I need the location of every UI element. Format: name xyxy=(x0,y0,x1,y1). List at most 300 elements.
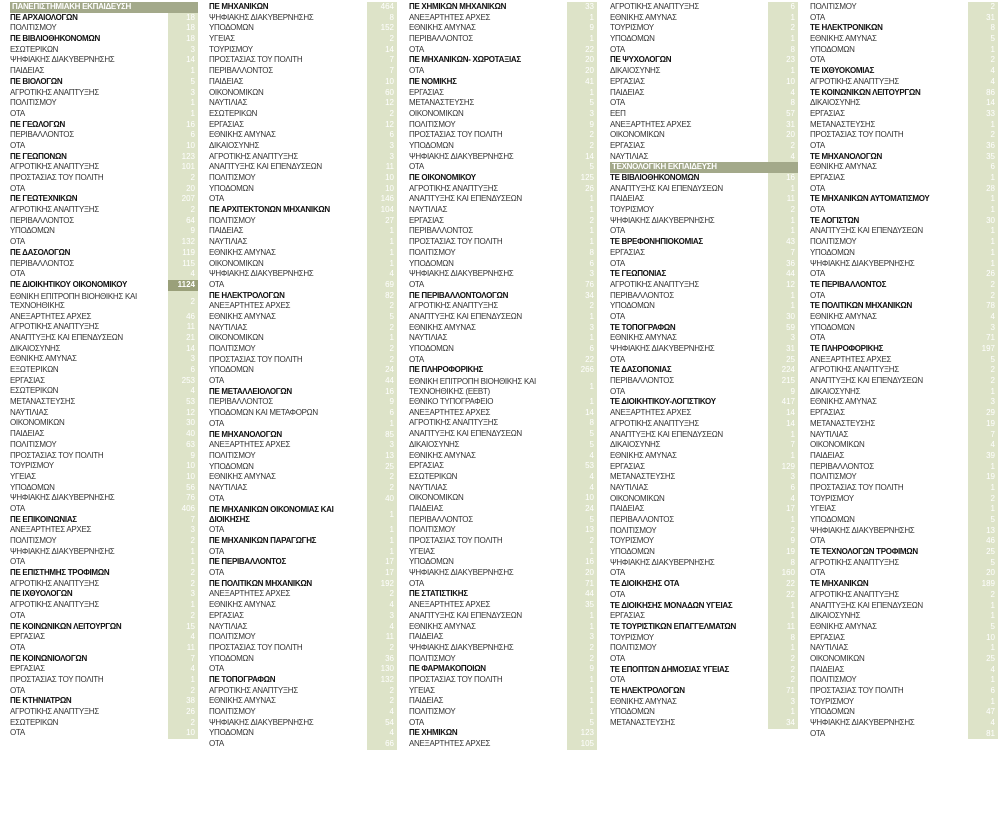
table-row xyxy=(10,333,198,344)
row-value: 3 xyxy=(567,109,597,120)
row-label: ΟΤΑ xyxy=(409,44,424,54)
row-value: 2 xyxy=(968,280,998,291)
table-row xyxy=(10,557,198,568)
table-row xyxy=(10,66,198,77)
category-row xyxy=(209,291,397,302)
row-value: 10 xyxy=(168,728,198,739)
row-value: 8 xyxy=(968,23,998,34)
table-row xyxy=(209,269,397,280)
table-row xyxy=(409,248,597,259)
row-value: 20 xyxy=(567,66,597,77)
row-label: ΠΡΟΣΤΑΣΙΑΣ ΤΟΥ ΠΟΛΙΤΗ xyxy=(209,55,303,65)
row-value: 9 xyxy=(367,397,397,408)
row-value: 2 xyxy=(168,205,198,216)
table-row xyxy=(409,686,597,697)
row-value: 8 xyxy=(768,98,798,109)
row-value: 1 xyxy=(768,13,798,24)
row-label: ΔΙΚΑΙΟΣΥΝΗΣ xyxy=(610,66,661,76)
table-row xyxy=(409,525,597,536)
row-value: 3 xyxy=(168,88,198,99)
row-value: 29 xyxy=(968,408,998,419)
table-row xyxy=(610,98,798,109)
table-row xyxy=(209,643,397,654)
table-row xyxy=(409,237,597,248)
row-value: 76 xyxy=(567,280,597,291)
row-label: ΑΓΡΟΤΙΚΗΣ ΑΝΑΠΤΥΞΗΣ xyxy=(10,600,99,610)
row-value: 192 xyxy=(367,579,397,590)
row-value: 215 xyxy=(768,376,798,387)
row-value: 1 xyxy=(567,611,597,622)
row-value: 43 xyxy=(768,237,798,248)
row-value: 4 xyxy=(968,77,998,88)
row-value: 1 xyxy=(968,697,998,708)
row-label: ΥΠΟΔΟΜΩΝ xyxy=(810,44,855,54)
table-row xyxy=(409,216,597,227)
row-label: ΑΝΕΞΑΡΤΗΤΕΣ ΑΡΧΕΣ xyxy=(209,301,291,311)
table-row xyxy=(810,462,998,473)
row-value: 1 xyxy=(968,173,998,184)
table-row xyxy=(810,291,998,302)
row-value: 1 xyxy=(768,643,798,654)
row-value: 71 xyxy=(567,579,597,590)
row-value: 2 xyxy=(367,301,397,312)
row-value: 36 xyxy=(367,654,397,665)
row-value: 1 xyxy=(968,483,998,494)
row-value: 3 xyxy=(367,440,397,451)
table-row xyxy=(209,525,397,536)
row-label: ΕΘΝΙΚΗΣ ΑΜΥΝΑΣ xyxy=(610,696,677,706)
row-value: 4 xyxy=(367,728,397,739)
table-row xyxy=(409,194,597,205)
table-row xyxy=(610,419,798,430)
row-label: ΟΤΑ xyxy=(409,279,424,289)
table-row xyxy=(610,697,798,708)
row-label: ΠΕΡΙΒΑΛΛΟΝΤΟΣ xyxy=(810,461,874,471)
row-label: ΟΤΑ xyxy=(10,269,25,279)
table-row xyxy=(10,376,198,387)
row-label: ΥΠΟΔΟΜΩΝ xyxy=(409,258,454,268)
category-row xyxy=(10,589,198,600)
row-value: 66 xyxy=(367,739,397,750)
table-row xyxy=(810,643,998,654)
row-value: 6 xyxy=(367,130,397,141)
row-label: ΕΘΝΙΚΗΣ ΑΜΥΝΑΣ xyxy=(810,311,877,321)
row-label: ΕΘΝΙΚΗΣ ΑΜΥΝΑΣ xyxy=(209,247,276,257)
row-label: ΟΤΑ xyxy=(10,183,25,193)
table-row xyxy=(209,333,397,344)
table-row xyxy=(10,686,198,697)
row-label: ΟΤΑ xyxy=(409,66,424,76)
row-value: 14 xyxy=(768,408,798,419)
category-row xyxy=(10,152,198,163)
table-row xyxy=(409,568,597,579)
table-row xyxy=(209,728,397,739)
table-row xyxy=(209,259,397,270)
row-label: ΟΤΑ xyxy=(10,642,25,652)
row-label: ΤΕ ΛΟΓΙΣΤΩΝ xyxy=(810,215,859,225)
table-row xyxy=(10,386,198,397)
row-label: ΤΕ ΚΟΙΝΩΝΙΚΩΝ ΛΕΙΤΟΥΡΓΩΝ xyxy=(810,87,921,97)
row-label: ΝΑΥΤΙΛΙΑΣ xyxy=(209,98,248,108)
row-value: 2 xyxy=(567,536,597,547)
row-value: 53 xyxy=(567,461,597,472)
row-value: 4 xyxy=(968,66,998,77)
row-label: ΟΤΑ xyxy=(810,269,825,279)
row-value: 1 xyxy=(968,675,998,686)
row-value: 4 xyxy=(567,451,597,462)
row-value: 4 xyxy=(968,312,998,323)
category-row xyxy=(10,120,198,131)
row-value: 3 xyxy=(768,333,798,344)
row-label: ΑΝΑΠΤΥΞΗΣ ΚΑΙ ΕΠΕΝΔΥΣΕΩΝ xyxy=(810,226,923,236)
table-row xyxy=(10,675,198,686)
table-row xyxy=(810,558,998,569)
row-label: ΑΓΡΟΤΙΚΗΣ ΑΝΑΠΤΥΞΗΣ xyxy=(409,183,498,193)
row-value: 1124 xyxy=(168,280,198,291)
row-label: ΑΓΡΟΤΙΚΗΣ ΑΝΑΠΤΥΞΗΣ xyxy=(409,418,498,428)
table-row xyxy=(610,45,798,56)
row-label: ΠΕΡΙΒΑΛΛΟΝΤΟΣ xyxy=(10,258,74,268)
row-label: ΠΕ ΑΡΧΙΤΕΚΤΟΝΩΝ ΜΗΧΑΝΙΚΩΝ xyxy=(209,205,330,215)
row-value: 1 xyxy=(968,226,998,237)
table-row xyxy=(10,536,198,547)
row-label: ΠΕ ΠΕΡΙΒΑΛΛΟΝΤΟΛΟΓΩΝ xyxy=(409,290,509,300)
table-row xyxy=(810,654,998,665)
table-row xyxy=(10,643,198,654)
row-value: 5 xyxy=(968,34,998,45)
row-label: ΠΕΡΙΒΑΛΛΟΝΤΟΣ xyxy=(409,226,473,236)
row-label: ΑΝΕΞΑΡΤΗΤΕΣ ΑΡΧΕΣ xyxy=(209,440,291,450)
row-label: ΠΡΟΣΤΑΣΙΑΣ ΤΟΥ ΠΟΛΙΤΗ xyxy=(10,674,104,684)
category-row xyxy=(810,301,998,312)
table-row xyxy=(409,611,597,622)
category-row xyxy=(10,194,198,205)
row-value: 132 xyxy=(367,675,397,686)
row-value: 1 xyxy=(768,430,798,441)
table-row xyxy=(10,483,198,494)
table-row xyxy=(810,494,998,505)
row-label: ΟΤΑ xyxy=(610,311,625,321)
table-row xyxy=(10,45,198,56)
category-row xyxy=(810,216,998,227)
row-label: ΟΤΑ xyxy=(209,493,224,503)
row-value: 60 xyxy=(367,88,397,99)
row-label: ΠΕ ΧΗΜΙΚΩΝ ΜΗΧΑΝΙΚΩΝ xyxy=(409,2,507,11)
row-label: ΠΑΙΔΕΙΑΣ xyxy=(209,226,244,236)
row-value: 1 xyxy=(168,109,198,120)
row-value: 132 xyxy=(168,237,198,248)
table-row xyxy=(10,397,198,408)
table-row xyxy=(610,654,798,665)
row-value: 13 xyxy=(367,451,397,462)
table-row xyxy=(610,66,798,77)
table-row xyxy=(409,451,597,462)
row-value: 25 xyxy=(968,654,998,665)
table-row xyxy=(409,120,597,131)
table-row xyxy=(209,397,397,408)
table-row xyxy=(810,365,998,376)
row-label: ΑΝΕΞΑΡΤΗΤΕΣ ΑΡΧΕΣ xyxy=(10,525,92,535)
table-row xyxy=(810,718,998,729)
row-label: ΠΕΡΙΒΑΛΛΟΝΤΟΣ xyxy=(610,376,674,386)
row-label: ΟΤΑ xyxy=(810,290,825,300)
row-label: ΠΑΙΔΕΙΑΣ xyxy=(10,429,45,439)
table-row xyxy=(409,622,597,633)
row-label: ΤΕ ΗΛΕΚΤΡΟΛΟΓΩΝ xyxy=(610,686,685,695)
row-label: ΥΓΕΙΑΣ xyxy=(209,34,235,44)
table-row xyxy=(409,557,597,568)
row-value: 2 xyxy=(768,526,798,537)
row-value: 2 xyxy=(968,494,998,505)
table-row xyxy=(810,98,998,109)
row-label: ΠΟΛΙΤΙΣΜΟΥ xyxy=(409,653,456,663)
row-value: 1 xyxy=(768,611,798,622)
row-label: ΟΤΑ xyxy=(610,44,625,54)
category-row xyxy=(810,23,998,34)
row-label: ΕΡΓΑΣΙΑΣ xyxy=(10,375,45,385)
row-label: ΑΓΡΟΤΙΚΗΣ ΑΝΑΠΤΥΞΗΣ xyxy=(10,322,99,332)
row-value: 197 xyxy=(968,344,998,355)
row-label: ΤΕ ΤΟΥΡΙΣΤΙΚΩΝ ΕΠΑΓΓΕΛΜΑΤΩΝ xyxy=(610,621,736,631)
row-label: ΑΓΡΟΤΙΚΗΣ ΑΝΑΠΤΥΞΗΣ xyxy=(10,707,99,716)
row-value: 9 xyxy=(567,120,597,131)
row-value: 10 xyxy=(168,141,198,152)
table-row xyxy=(10,23,198,34)
table-row xyxy=(810,333,998,344)
row-value: 14 xyxy=(168,55,198,66)
table-row xyxy=(610,130,798,141)
table-row xyxy=(10,173,198,184)
row-label: ΥΠΟΔΟΜΩΝ xyxy=(10,226,55,236)
row-label: ΟΤΑ xyxy=(209,418,224,428)
section-header xyxy=(610,162,798,173)
table-row xyxy=(409,376,597,397)
table-row xyxy=(10,162,198,173)
row-label: ΠΕ ΒΙΒΛΙΟΘΗΚΟΝΟΜΩΝ xyxy=(10,34,100,44)
row-label: ΕΣΩΤΕΡΙΚΩΝ xyxy=(10,386,59,396)
table-row xyxy=(810,504,998,515)
table-row xyxy=(409,98,597,109)
row-value: 5 xyxy=(367,312,397,323)
table-row xyxy=(10,354,198,365)
table-row xyxy=(209,173,397,184)
row-value: 10 xyxy=(367,184,397,195)
row-value: 12 xyxy=(768,280,798,291)
table-row xyxy=(10,718,198,729)
row-label: ΥΠΟΔΟΜΩΝ xyxy=(209,653,254,663)
row-value: 6 xyxy=(968,162,998,173)
table-row xyxy=(409,536,597,547)
table-row xyxy=(209,344,397,355)
row-value: 1 xyxy=(567,707,597,718)
row-label: ΠΕ ΜΕΤΑΛΛΕΙΟΛΟΓΩΝ xyxy=(209,386,292,396)
row-label: ΕΡΓΑΣΙΑΣ xyxy=(409,87,444,97)
table-row xyxy=(209,152,397,163)
row-label: ΠΕ ΜΗΧΑΝΙΚΩΝ ΟΙΚΟΝΟΜΙΑΣ ΚΑΙ ΔΙΟΙΚΗΣΗΣ xyxy=(209,505,334,524)
table-row xyxy=(10,493,198,504)
row-value: 10 xyxy=(367,77,397,88)
table-row xyxy=(810,665,998,676)
row-value: 4 xyxy=(168,664,198,675)
row-label: ΟΤΑ xyxy=(209,664,224,674)
row-value: 2 xyxy=(168,568,198,579)
row-value: 2 xyxy=(968,365,998,376)
row-label: ΠΕΡΙΒΑΛΛΟΝΤΟΣ xyxy=(610,515,674,524)
row-value: 13 xyxy=(567,525,597,536)
row-value: 71 xyxy=(968,333,998,344)
table-row xyxy=(409,643,597,654)
row-label: ΑΓΡΟΤΙΚΗΣ ΑΝΑΠΤΥΞΗΣ xyxy=(610,418,699,428)
category-row xyxy=(209,557,397,568)
category-row xyxy=(810,579,998,590)
table-row xyxy=(209,547,397,558)
table-row xyxy=(409,269,597,280)
row-label: ΟΤΑ xyxy=(409,162,424,172)
row-label: ΕΡΓΑΣΙΑΣ xyxy=(810,408,845,418)
table-row xyxy=(610,312,798,323)
row-value: 2 xyxy=(567,654,597,665)
row-label: ΨΗΦΙΑΚΗΣ ΔΙΑΚΥΒΕΡΝΗΣΗΣ xyxy=(810,525,915,535)
row-value: 101 xyxy=(168,162,198,173)
row-label: ΑΝΑΠΤΥΞΗΣ ΚΑΙ ΕΠΕΝΔΥΣΕΩΝ xyxy=(409,429,522,439)
row-value: 1 xyxy=(968,237,998,248)
row-value: 266 xyxy=(567,365,597,376)
table-row xyxy=(810,430,998,441)
row-value: 19 xyxy=(768,547,798,558)
table-row xyxy=(610,536,798,547)
table-row xyxy=(209,611,397,622)
row-label: ΕΣΩΤΕΡΙΚΩΝ xyxy=(10,44,59,54)
row-value: 2 xyxy=(968,2,998,13)
table-row xyxy=(610,194,798,205)
table-row xyxy=(810,536,998,547)
table-row xyxy=(610,120,798,131)
row-label: ΠΕ ΒΙΟΛΟΓΩΝ xyxy=(10,76,63,86)
row-label: ΕΘΝΙΚΗΣ ΑΜΥΝΑΣ xyxy=(409,322,476,332)
row-value: 130 xyxy=(367,664,397,675)
table-row xyxy=(810,173,998,184)
row-value: 4 xyxy=(367,600,397,611)
table-row xyxy=(610,472,798,483)
row-value: 34 xyxy=(768,718,798,729)
table-row xyxy=(409,45,597,56)
row-label: ΑΓΡΟΤΙΚΗΣ ΑΝΑΠΤΥΞΗΣ xyxy=(610,279,699,289)
row-value: 1 xyxy=(567,226,597,237)
row-label: ΟΤΑ xyxy=(610,589,625,599)
row-value: 1 xyxy=(567,194,597,205)
row-value: 46 xyxy=(168,312,198,323)
row-label: ΠΡΟΣΤΑΣΙΑΣ ΤΟΥ ΠΟΛΙΤΗ xyxy=(10,173,104,182)
row-label: ΟΤΑ xyxy=(610,226,625,236)
row-value: 12 xyxy=(168,408,198,419)
row-label: ΠΑΙΔΕΙΑΣ xyxy=(610,194,645,204)
table-row xyxy=(610,633,798,644)
table-row xyxy=(209,365,397,376)
row-value: 2 xyxy=(567,130,597,141)
table-row xyxy=(409,152,597,163)
table-row xyxy=(610,109,798,120)
table-row xyxy=(610,88,798,99)
table-row xyxy=(810,611,998,622)
table-row xyxy=(209,654,397,665)
row-label: ΑΝΕΞΑΡΤΗΤΕΣ ΑΡΧΕΣ xyxy=(409,600,491,610)
row-value: 2 xyxy=(567,643,597,654)
row-label: ΜΕΤΑΝΑΣΤΕΥΣΗΣ xyxy=(409,98,475,108)
table-column xyxy=(409,2,597,750)
category-row xyxy=(610,686,798,697)
table-row xyxy=(810,184,998,195)
table-row xyxy=(209,237,397,248)
row-label: ΥΓΕΙΑΣ xyxy=(810,504,836,514)
table-row xyxy=(610,259,798,270)
row-value: 125 xyxy=(567,173,597,184)
table-row xyxy=(810,120,998,131)
table-row xyxy=(209,34,397,45)
row-value: 4 xyxy=(567,483,597,494)
row-value: 26 xyxy=(968,269,998,280)
row-value: 119 xyxy=(168,248,198,259)
table-row xyxy=(409,130,597,141)
table-row xyxy=(409,259,597,270)
row-label: ΠΟΛΙΤΙΣΜΟΥ xyxy=(209,173,256,182)
row-label: ΥΓΕΙΑΣ xyxy=(10,471,36,481)
category-row xyxy=(10,77,198,88)
row-label: ΑΓΡΟΤΙΚΗΣ ΑΝΑΠΤΥΞΗΣ xyxy=(209,685,298,695)
table-row xyxy=(209,451,397,462)
row-value: 39 xyxy=(968,451,998,462)
row-value: 123 xyxy=(168,152,198,163)
row-label: ΠΕ ΓΕΩΠΟΝΩΝ xyxy=(10,151,67,161)
row-label: ΨΗΦΙΑΚΗΣ ΔΙΑΚΥΒΕΡΝΗΣΗΣ xyxy=(810,258,915,268)
row-label: ΠΡΟΣΤΑΣΙΑΣ ΤΟΥ ΠΟΛΙΤΗ xyxy=(810,130,904,140)
row-value: 59 xyxy=(768,323,798,334)
row-value: 2 xyxy=(367,589,397,600)
table-row xyxy=(10,611,198,622)
table-row xyxy=(409,162,597,173)
category-row xyxy=(10,34,198,45)
row-value: 1 xyxy=(768,34,798,45)
row-label: ΠΕΡΙΒΑΛΛΟΝΤΟΣ xyxy=(209,66,273,76)
row-value: 44 xyxy=(367,376,397,387)
row-label: ΠΕ ΟΙΚΟΝΟΜΙΚΟΥ xyxy=(409,173,476,182)
row-value: 1 xyxy=(567,686,597,697)
row-value: 22 xyxy=(768,579,798,590)
table-row xyxy=(610,152,798,163)
row-value: 53 xyxy=(168,397,198,408)
row-value: 2 xyxy=(168,291,198,312)
row-label: ΕΡΓΑΣΙΑΣ xyxy=(209,610,244,620)
row-value: 11 xyxy=(168,322,198,333)
table-row xyxy=(209,66,397,77)
row-value: 6 xyxy=(567,344,597,355)
table-row xyxy=(610,611,798,622)
row-value: 40 xyxy=(168,429,198,440)
row-label: ΟΤΑ xyxy=(610,354,625,364)
table-row xyxy=(10,205,198,216)
row-label: ΕΘΝΙΚΗΣ ΑΜΥΝΑΣ xyxy=(10,354,77,364)
row-value: 17 xyxy=(768,504,798,515)
table-row xyxy=(10,322,198,333)
table-row xyxy=(810,226,998,237)
row-value: 2 xyxy=(768,23,798,34)
row-value: 41 xyxy=(567,77,597,88)
row-label: ΟΤΑ xyxy=(10,685,25,695)
table-row xyxy=(810,269,998,280)
table-row xyxy=(810,248,998,259)
row-value: 2 xyxy=(168,686,198,697)
table-row xyxy=(810,697,998,708)
row-value: 18 xyxy=(168,23,198,34)
